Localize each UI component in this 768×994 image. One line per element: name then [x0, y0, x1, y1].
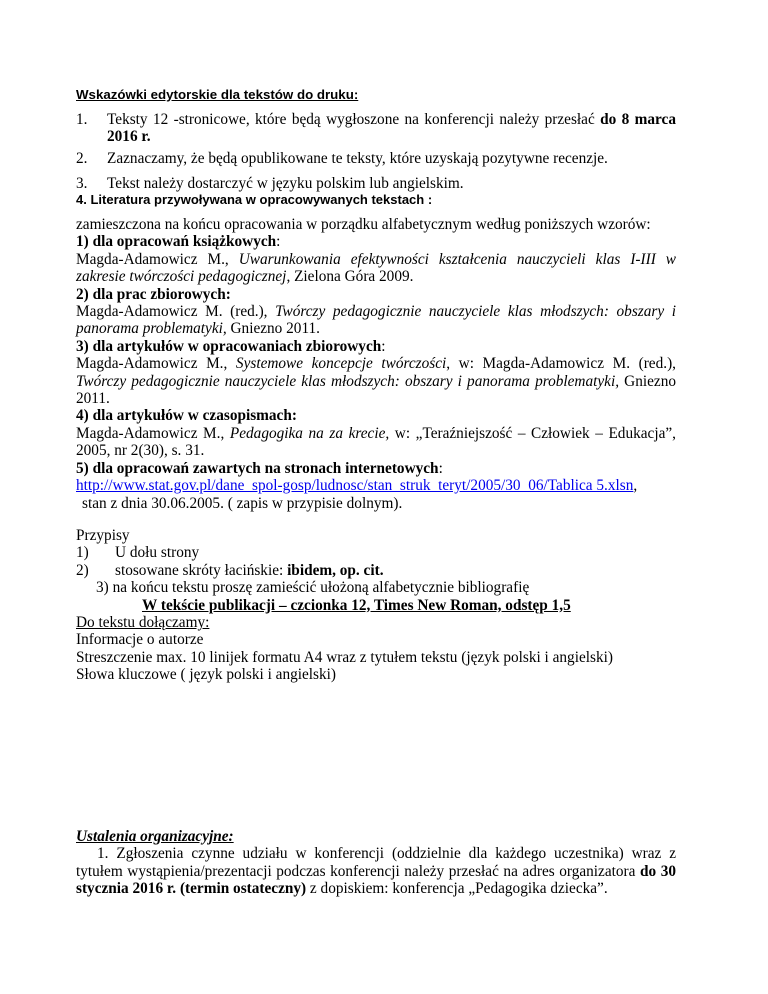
literature-section: zamieszczona na końcu opracowania w porządku alfabetycznym według poniższych wzorów: 1) dla opracowań książkowych: Magda-Adamowicz M., Uwarunkowania efektywności kształcenia nauczycieli klas I-III w zakresie twórczości pedagogicznej, Zielona Góra 2009. 2) dla prac zbiorowych: Magda-Adamowicz M. (red.), Twórczy pedagogicznie nauczyciele klas młodszych: obszary i panorama problematyki, Gniezno 2011. 3) dla artykułów w opracowaniach zbiorowych: Magda-Adamowicz M., Systemowe koncepcje twórczości, w: Magda-Adamowicz M. (red.), Twórczy pedagogicznie nauczyciele klas młodszych: obszary i panorama problematyki, Gniezno 2011. 4) dla artykułów w czasopismach: Magda-Adamowicz M., Pedagogika na za krecie, w: „Teraźniejszość – Człowiek – Edukacja”, 2005, nr 2(30), s. 31. 5) dla opracowań zawartych na stronach internetowych: http://www.stat.gov.pl/dane_spol-gosp/ludnosc/stan_struk_teryt/2005/30_06/Tablica 5.xlsn, stan z dnia 30.06.2005. ( zapis w przypisie dolnym).: [76, 216, 676, 512]
list-number: 1.: [76, 111, 88, 128]
list-number: 3.: [76, 175, 88, 192]
list-item-4: 4. Literatura przywoływana w opracowywanych tekstach :: [76, 192, 433, 207]
item-text: Zaznaczamy, że będą opublikowane te teksty, które uzyskają pozytywne recenzje.: [107, 150, 608, 167]
work-title: Uwarunkowania efektywności kształcenia nauczycieli klas I-III w zakresie twórczości pedagogicznej: [76, 250, 676, 286]
access-date: stan z dnia 30.06.2005. ( zapis w przypisie dolnym).: [82, 494, 403, 512]
footnote-number: 2): [76, 561, 89, 579]
list-item-3: [76, 175, 676, 192]
attachment-item: Streszczenie max. 10 linijek formatu A4 wraz z tytułem tekstu (język polski i angielski): [76, 648, 613, 666]
footnote-3: 3) na końcu tekstu proszę zamieścić ułożoną alfabetycznie bibliografię: [96, 579, 530, 597]
publication-info: , Zielona Góra 2009.: [286, 268, 414, 286]
attachment-item: Informacje o autorze: [76, 631, 204, 649]
item-text: Teksty 12 -stronicowe, które będą wygłoszone na konferencji należy przesłać: [107, 111, 601, 128]
latin-abbrev: ibidem, op. cit.: [287, 561, 384, 579]
footnote-text: U dołu strony: [115, 544, 200, 562]
work-title: Pedagogika na za krecie,: [229, 424, 390, 442]
footnotes-section: [76, 527, 676, 684]
footnotes-title: Przypisy: [76, 527, 130, 544]
publication-info: w: „Teraźniejszość – Człowiek – Edukacja”, 2005, nr 2(30), s. 31.: [76, 424, 676, 460]
author: Magda-Adamowicz M.,: [76, 250, 239, 268]
deadline-text: do 8 marca 2016 r.: [107, 111, 677, 146]
statistics-link[interactable]: http://www.stat.gov.pl/dane_spol-gosp/ludnosc/stan_struk_teryt/2005/30_06/Tablica 5.xlsn: [76, 477, 634, 495]
publication-info: Gniezno 2011.: [226, 320, 321, 338]
footnote-number: 1): [76, 544, 89, 562]
author: Magda-Adamowicz M. (red.),: [76, 303, 276, 321]
footnote-text: stosowane skróty łacińskie:: [115, 561, 288, 579]
item-text: Tekst należy dostarczyć w języku polskim lub angielskim.: [107, 175, 464, 192]
author: Magda-Adamowicz M.,: [76, 355, 236, 373]
attachments-title: Do tekstu dołączamy:: [76, 614, 210, 631]
format-requirements: W tekście publikacji – czcionka 12, Times New Roman, odstęp 1,5: [142, 596, 571, 614]
work-title: Twórczy pedagogicznie nauczyciele klas młodszych: obszary i panorama problematyki,: [76, 372, 620, 390]
work-title: Systemowe koncepcje twórczości: [235, 355, 447, 373]
section-heading: 1) dla opracowań książkowych: [76, 233, 277, 251]
section-heading: 3) dla artykułów w opracowaniach zbiorowych: [76, 337, 382, 355]
literature-intro: zamieszczona na końcu opracowania w porządku alfabetycznym według poniższych wzorów:: [76, 216, 651, 233]
work-title: Twórczy pedagogicznie nauczyciele klas młodszych: obszary i panorama problematyki,: [76, 303, 676, 338]
attachment-item: Słowa kluczowe ( język polski i angielski): [76, 666, 336, 684]
publication-info: , w: Magda-Adamowicz M. (red.),: [446, 355, 676, 373]
organization-section: [76, 828, 676, 898]
author: Magda-Adamowicz M.,: [76, 424, 230, 442]
section-heading: 5) dla opracowań zawartych na stronach internetowych: [76, 459, 439, 477]
organization-title: Ustalenia organizacyjne:: [76, 828, 234, 845]
publication-info: Gniezno 2011.: [76, 372, 676, 408]
page-heading: Wskazówki edytorskie dla tekstów do druku:: [76, 87, 359, 102]
section-heading: 4) dla artykułów w czasopismach:: [76, 407, 297, 425]
section-heading: 2) dla prac zbiorowych:: [76, 285, 231, 303]
list-item-1: [76, 111, 676, 146]
organization-paragraph: 1. Zgłoszenia czynne udziału w konferencji (oddzielnie dla każdego uczestnika) wraz z tytułem wystąpienia/prezentacji podczas konferencji należy przesłać na adres organizatora do 30 stycznia 2016 r. (termin ostateczny) z dopiskiem: konferencja „Pedagogika dziecka”.: [76, 845, 676, 898]
list-number: 2.: [76, 150, 88, 167]
list-item-2: [76, 150, 676, 167]
deadline-text: do 30 stycznia 2016 r. (termin ostateczny): [76, 862, 676, 898]
